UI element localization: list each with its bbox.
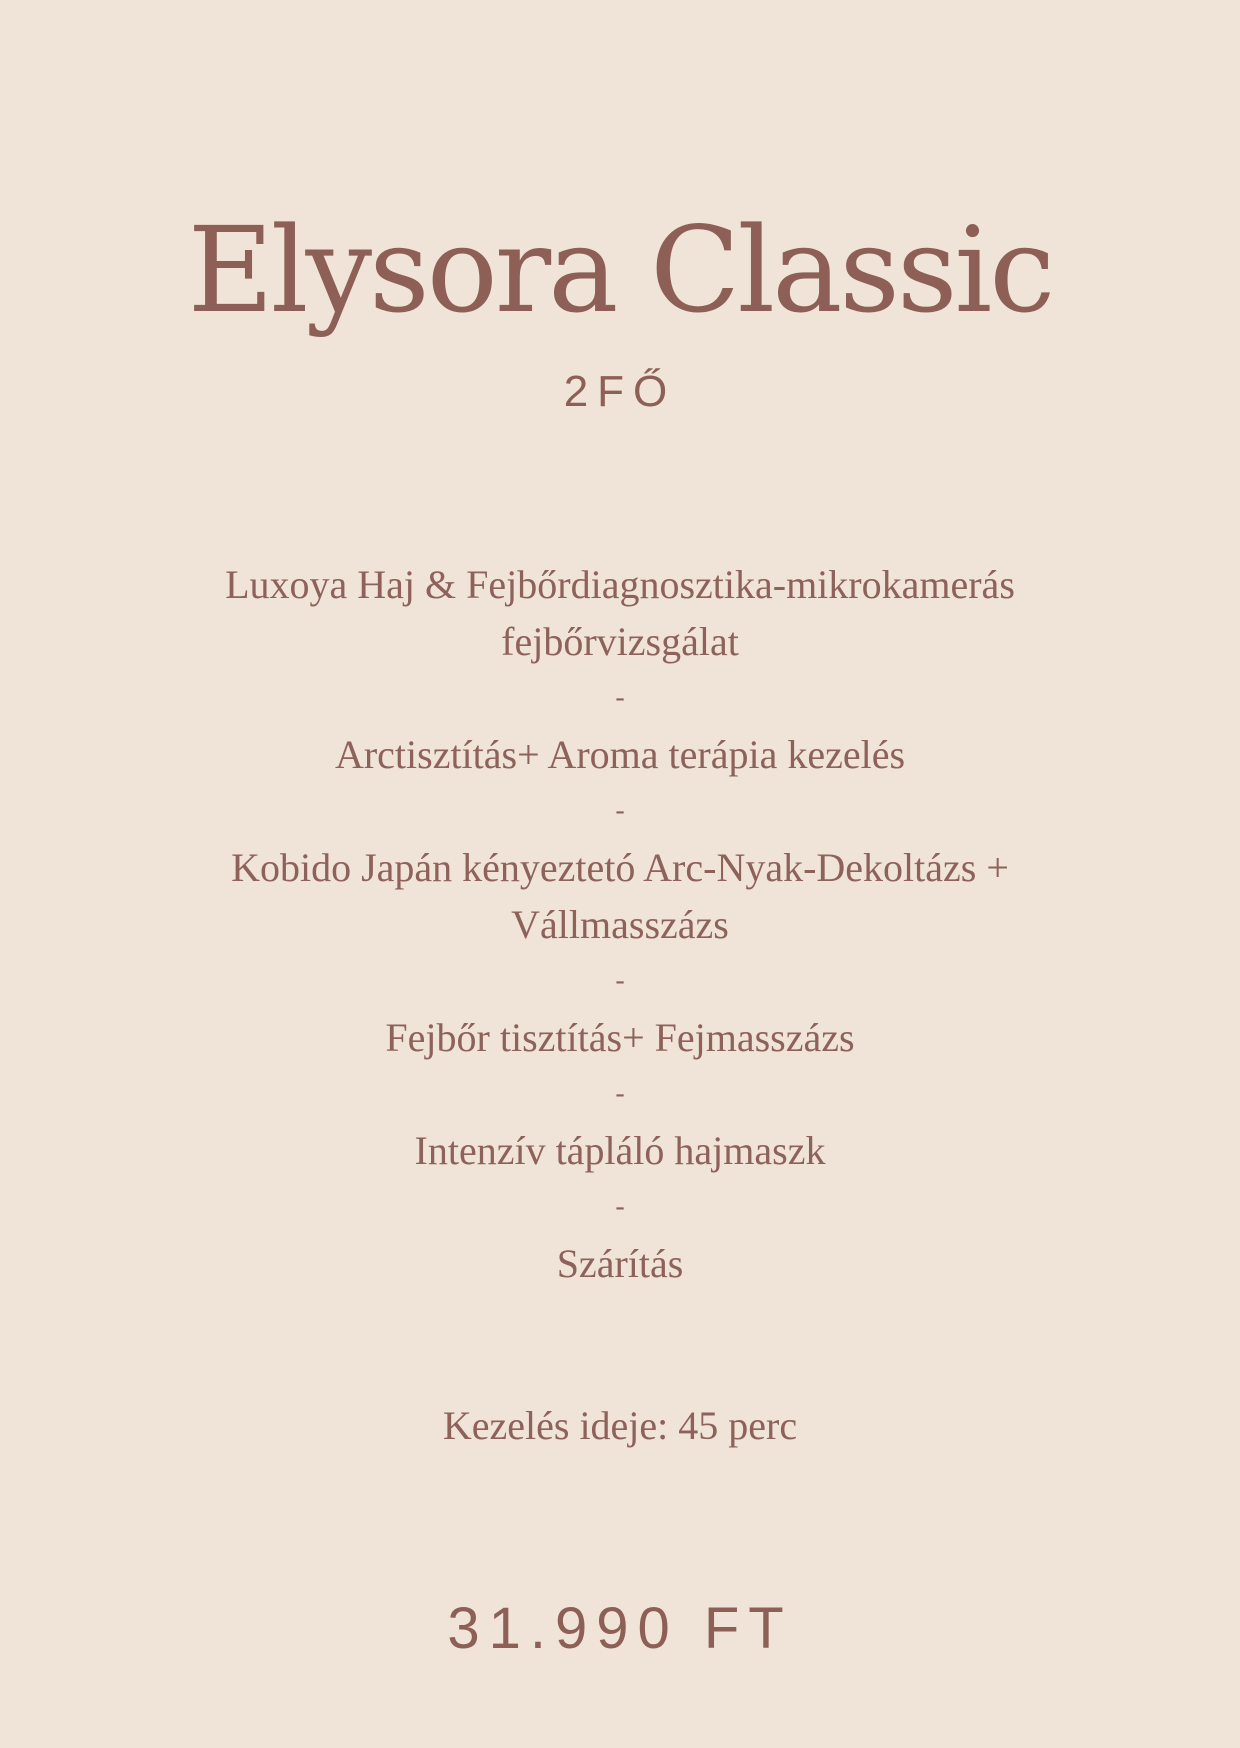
treatment-name: Kobido Japán kényeztetó Arc-Nyak-Dekoltázs + Vállmasszázs [231,845,1009,947]
treatment-item [140,839,1100,1009]
treatment-separator: - [615,1191,625,1222]
treatment-name: Luxoya Haj & Fejbőrdiagnosztika-mikrokamerás fejbőrvizsgálat [225,562,1015,664]
treatment-item [140,556,1100,726]
treatment-separator: - [615,682,625,713]
treatment-name: Intenzív tápláló hajmaszk [414,1128,826,1173]
treatment-duration: Kezelés ideje: 45 perc [442,1403,798,1448]
treatment-item [140,1235,1100,1292]
treatment-separator: - [615,965,625,996]
guest-count: 2FŐ [563,367,677,416]
treatment-item [140,1122,1100,1235]
package-price: 31.990 FT [447,1596,793,1661]
treatment-item [140,726,1100,839]
treatment-name: Szárítás [556,1241,684,1286]
treatment-separator: - [615,1078,625,1109]
package-title: Elysora Classic [187,201,1053,339]
treatment-separator: - [615,795,625,826]
treatment-name: Arctisztítás+ Aroma terápia kezelés [334,732,906,777]
treatment-list [140,556,1100,1292]
treatment-name: Fejbőr tisztítás+ Fejmasszázs [385,1015,855,1060]
treatment-item [140,1009,1100,1122]
